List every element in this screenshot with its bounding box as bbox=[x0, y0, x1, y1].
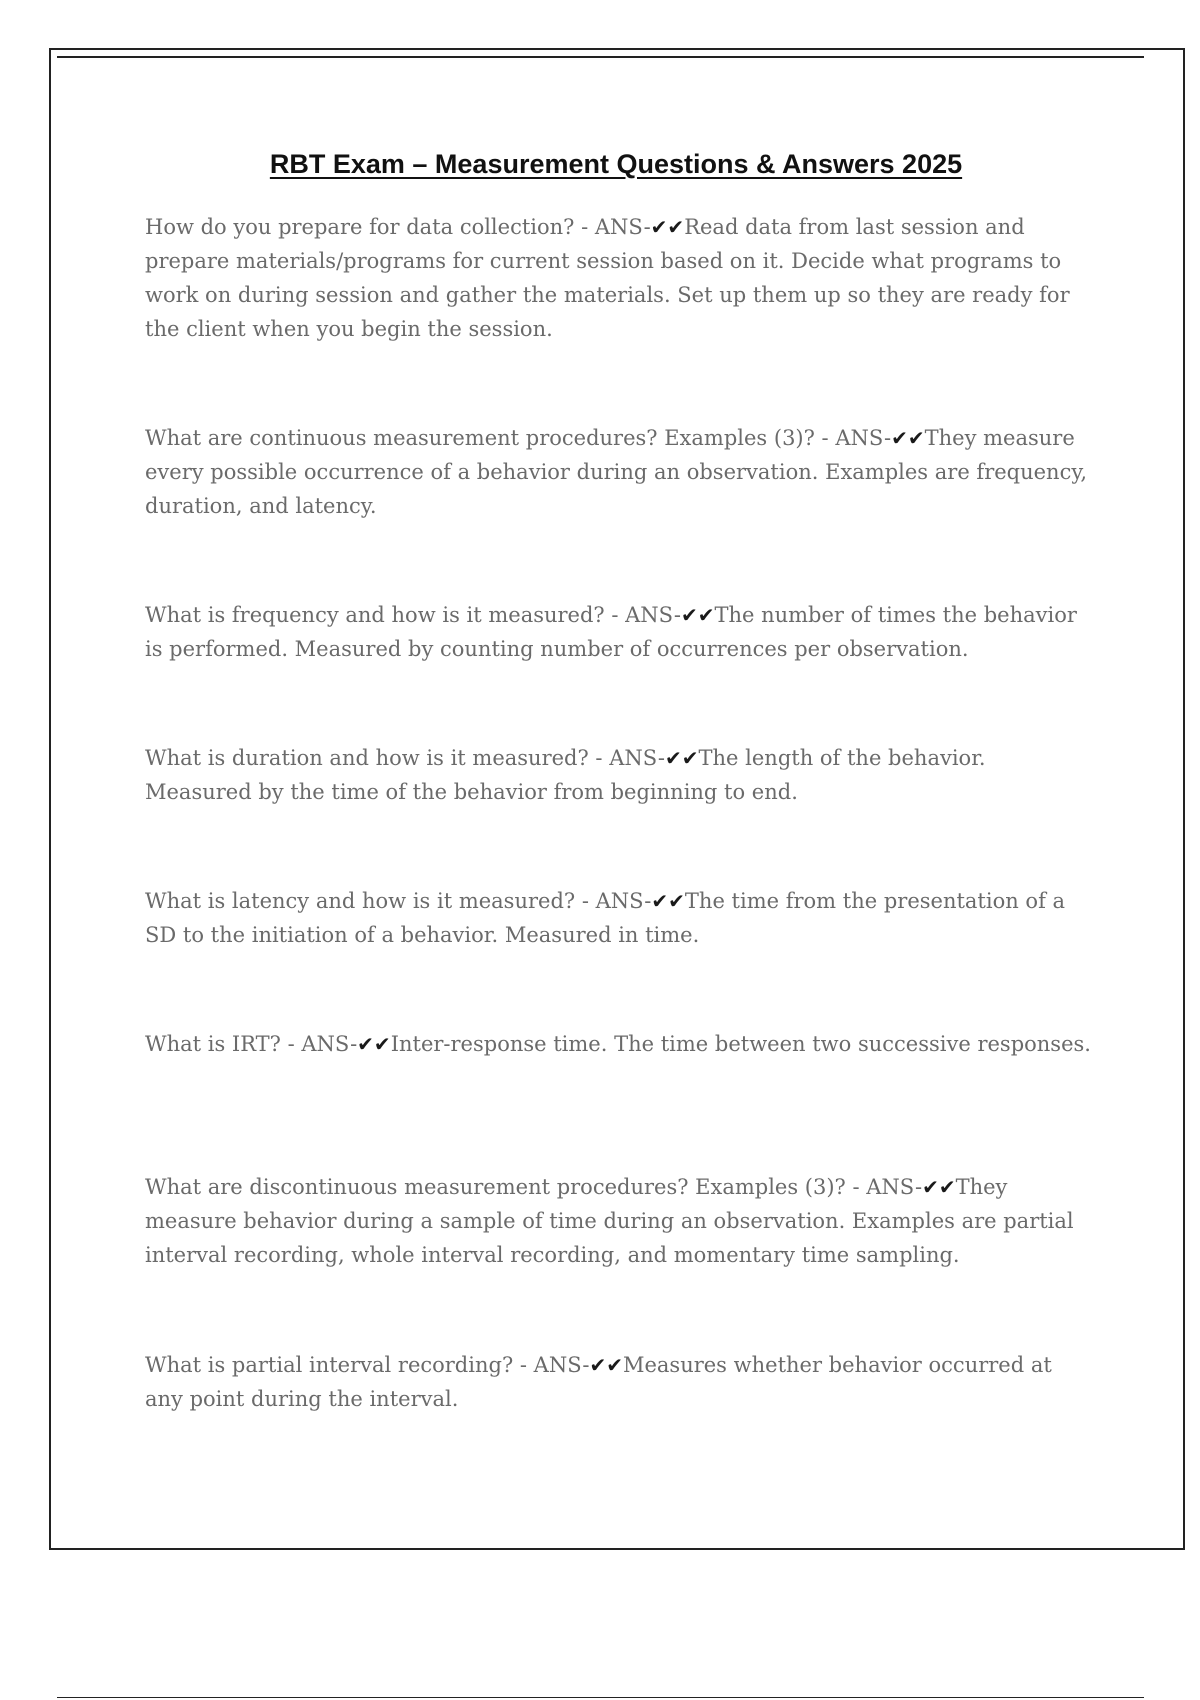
answer-text: The number of times the behavior is performed. Measured by counting number of occurrences per observation. bbox=[145, 603, 1077, 661]
answer-text: Measures whether behavior occurred at any point during the interval. bbox=[145, 1353, 1052, 1411]
question-text: What are continuous measurement procedures? Examples (3)? - bbox=[145, 426, 836, 450]
answer-marker: ANS- bbox=[835, 426, 892, 450]
answer-text: The length of the behavior. Measured by the time of the behavior from beginning to end. bbox=[145, 746, 986, 804]
answer-marker: ANS- bbox=[609, 746, 665, 770]
check-icon: ✔✔ bbox=[680, 603, 715, 627]
answer-text: Read data from last session and prepare materials/programs for current session based on it. Decide what programs to work on during session and gather the materials. Set up them up so they are ready for the client when you begin the session. bbox=[145, 215, 1070, 341]
check-icon: ✔✔ bbox=[357, 1032, 391, 1056]
qa-item bbox=[145, 421, 1095, 523]
answer-marker: ANS- bbox=[594, 215, 651, 239]
qa-item bbox=[145, 1027, 1095, 1061]
check-icon: ✔✔ bbox=[589, 1353, 623, 1377]
qa-item bbox=[145, 1348, 1095, 1416]
answer-marker: ANS- bbox=[533, 1353, 590, 1377]
question-text: What is duration and how is it measured? - bbox=[145, 746, 610, 770]
answer-marker: ANS- bbox=[301, 1032, 358, 1056]
question-text: How do you prepare for data collection? - bbox=[145, 215, 595, 239]
question-text: What is partial interval recording? - bbox=[145, 1353, 534, 1377]
page-title: RBT Exam – Measurement Questions & Answers 2025 bbox=[269, 149, 963, 179]
check-icon: ✔✔ bbox=[650, 215, 685, 239]
answer-text: Inter-response time. The time between two successive responses. bbox=[390, 1032, 1091, 1056]
question-text: What are discontinuous measurement procedures? Examples (3)? - bbox=[145, 1175, 867, 1199]
bottom-rule bbox=[57, 1697, 1144, 1698]
check-icon: ✔✔ bbox=[922, 1175, 956, 1199]
question-text: What is frequency and how is it measured? - bbox=[145, 603, 626, 627]
answer-text: They measure every possible occurrence of a behavior during an observation. Examples are frequency, duration, and latency. bbox=[145, 426, 1088, 518]
qa-item bbox=[145, 884, 1095, 952]
answer-text: They measure behavior during a sample of time during an observation. Examples are partial interval recording, whole interval recording, and momentary time sampling. bbox=[145, 1175, 1074, 1267]
check-icon: ✔✔ bbox=[891, 426, 925, 450]
question-text: What is latency and how is it measured? - bbox=[145, 889, 596, 913]
qa-item bbox=[145, 1170, 1095, 1272]
answer-marker: ANS- bbox=[625, 603, 681, 627]
answer-marker: ANS- bbox=[595, 889, 652, 913]
qa-item bbox=[145, 210, 1095, 346]
question-text: What is IRT? - bbox=[145, 1032, 302, 1056]
check-icon: ✔✔ bbox=[665, 746, 699, 770]
check-icon: ✔✔ bbox=[651, 889, 685, 913]
qa-item bbox=[145, 598, 1095, 666]
qa-item bbox=[145, 741, 1095, 809]
answer-marker: ANS- bbox=[866, 1175, 923, 1199]
top-rule bbox=[57, 56, 1144, 58]
answer-text: The time from the presentation of a SD to the initiation of a behavior. Measured in time. bbox=[145, 889, 1066, 947]
